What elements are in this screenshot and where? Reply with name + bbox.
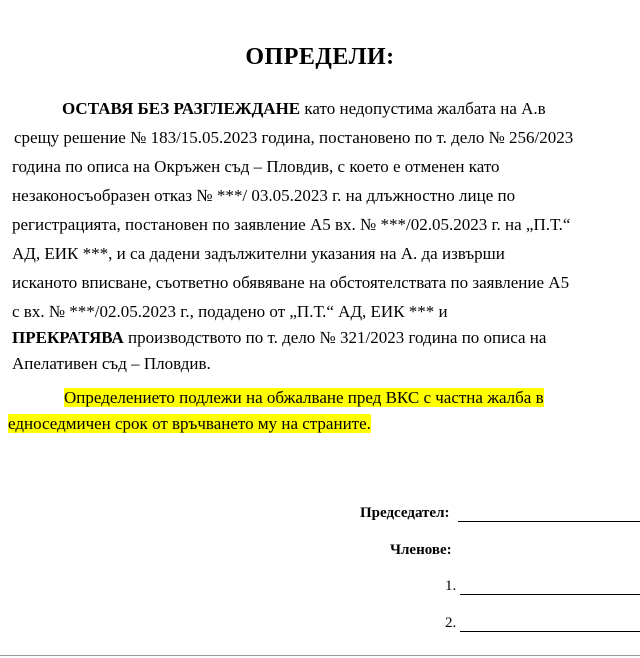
ruling-heading: ОПРЕДЕЛИ: <box>245 44 395 70</box>
appeal-notice-line-1 <box>64 386 544 410</box>
member-1-number: 1. <box>445 578 457 594</box>
appeal-notice-line-2 <box>8 412 371 436</box>
member-2-number: 2. <box>445 615 457 631</box>
highlighted-text: Определението подлежи на обжалване пред ВКС с частна жалба в <box>64 388 544 407</box>
paragraph-line-2: срещу решение № 183/15.05.2023 година, постановено по т. дело № 256/2023 <box>14 128 574 147</box>
line-text: като недопустима жалбата на А.в <box>300 99 546 118</box>
paragraph-line-10: Апелативен съд – Пловдив. <box>12 354 211 373</box>
highlighted-text: едноседмичен срок от връчването му на страните. <box>8 414 371 433</box>
page-bottom-rule <box>0 655 640 656</box>
line-text: производството по т. дело № 321/2023 година по описа на <box>123 328 547 347</box>
paragraph-line-4: незаконосъобразен отказ № ***/ 03.05.2023 г. на длъжностно лице по <box>12 186 516 205</box>
bold-phrase: ОСТАВЯ БЕЗ РАЗГЛЕЖДАНЕ <box>62 99 301 118</box>
member-2-signature-line <box>460 631 640 632</box>
paragraph-line-3: година по описа на Окръжен съд – Пловдив, с което е отменен като <box>12 157 500 176</box>
chairman-signature-line <box>458 521 640 522</box>
paragraph-line-9 <box>12 326 546 350</box>
paragraph-line-7: исканото вписване, съответно обявяване на обстоятелствата по заявление А5 <box>12 273 570 292</box>
members-label: Членове: <box>390 542 452 558</box>
paragraph-line-8: с вх. № ***/02.05.2023 г., подадено от „П.Т.“ АД, ЕИК *** и <box>12 302 448 321</box>
member-1-signature-line <box>460 594 640 595</box>
paragraph-line-5: регистрацията, постановен по заявление А5 вх. № ***/02.05.2023 г. на „П.Т.“ <box>12 215 571 234</box>
paragraph-line-1 <box>62 97 546 121</box>
bold-phrase: ПРЕКРАТЯВА <box>12 328 124 347</box>
chairman-label: Председател: <box>360 505 450 521</box>
paragraph-line-6: АД, ЕИК ***, и са дадени задължителни указания на А. да извърши <box>12 244 505 263</box>
